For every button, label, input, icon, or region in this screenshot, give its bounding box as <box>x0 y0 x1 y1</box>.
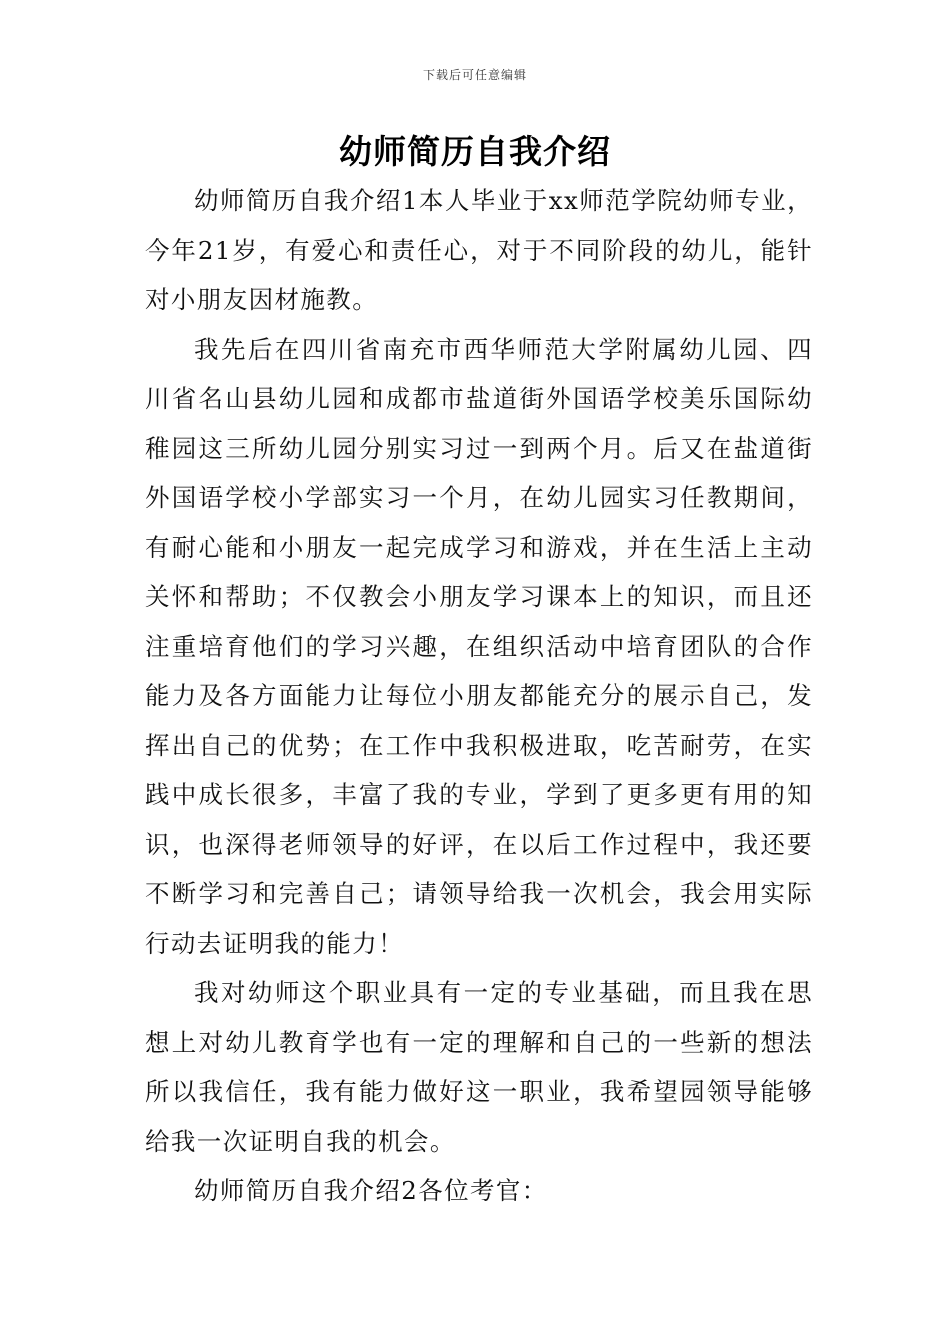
document-title: 幼师简历自我介绍 <box>339 132 611 171</box>
paragraph-internship: 我先后在四川省南充市西华师范大学附属幼儿园、四川省名山县幼儿园和成都市盐道街外国语学校美乐国际幼稚园这三所幼儿园分别实习过一到两个月。后又在盐道街外国语学校小学部实习一个月，在幼儿园实习任教期间，有耐心能和小朋友一起完成学习和游戏，并在生活上主动关怀和帮助；不仅教会小朋友学习课本上的知识，而且还注重培育他们的学习兴趣，在组织活动中培育团队的合作能力及各方面能力让每位小朋友都能充分的展示自己，发挥出自己的优势；在工作中我积极进取，吃苦耐劳，在实践中成长很多，丰富了我的专业，学到了更多更有用的知识，也深得老师领导的好评，在以后工作过程中，我还要不断学习和完善自己；请领导给我一次机会，我会用实际行动去证明我的能力！ <box>145 334 813 958</box>
paragraph-intro: 幼师简历自我介绍1本人毕业于xx师范学院幼师专业，今年21岁，有爱心和责任心，对于不同阶段的幼儿，能针对小朋友因材施教。 <box>145 186 813 314</box>
paragraph-aspiration: 我对幼师这个职业具有一定的专业基础，而且我在思想上对幼儿教育学也有一定的理解和自己的一些新的想法所以我信任，我有能力做好这一职业，我希望园领导能够给我一次证明自我的机会。 <box>145 978 813 1156</box>
paragraph-second-intro: 幼师简历自我介绍2各位考官： <box>194 1176 548 1205</box>
header-note: 下载后可任意编辑 <box>422 68 527 82</box>
document-body <box>145 176 813 1216</box>
